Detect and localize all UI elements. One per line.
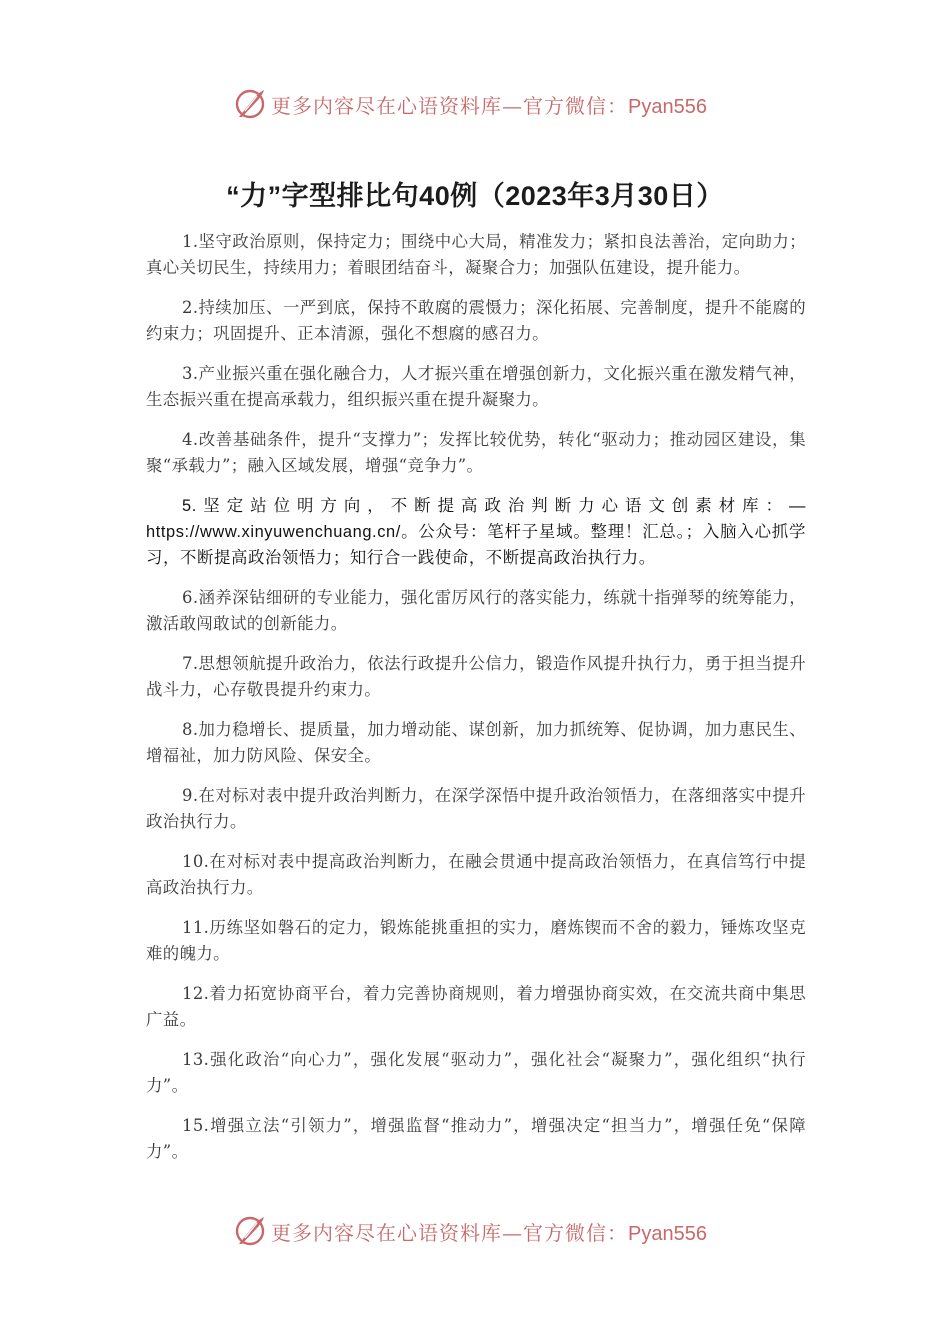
list-item: 13.强化政治“向心力”，强化发展“驱动力”，强化社会“凝聚力”，强化组织“执行力”。: [146, 1050, 806, 1095]
list-item: 4.改善基础条件，提升“支撑力”；发挥比较优势，转化“驱动力；推动园区建设，集聚“承载力”；融入区域发展，增强“竞争力”。: [146, 430, 806, 475]
list-item: 7.思想领航提升政治力，依法行政提升公信力，锻造作风提升执行力，勇于担当提升战斗力，心存敬畏提升约束力。: [146, 654, 806, 699]
list-item: 8.加力稳增长、提质量，加力增动能、谋创新，加力抓统筹、促协调，加力惠民生、增福祉，加力防风险、保安全。: [146, 720, 806, 765]
list-item: 2.持续加压、一严到底，保持不敢腐的震慑力；深化拓展、完善制度，提升不能腐的约束力；巩固提升、正本清源，强化不想腐的感召力。: [146, 298, 806, 343]
list-item: 10.在对标对表中提高政治判断力，在融会贯通中提高政治领悟力，在真信笃行中提高政治执行力。: [146, 852, 806, 897]
list-item: 12.着力拓宽协商平台，着力完善协商规则，着力增强协商实效，在交流共商中集思广益。: [146, 984, 806, 1029]
page-title: “力”字型排比句40例（2023年3月30日）: [226, 181, 724, 211]
list-item: 5.坚定站位明方向，不断提高政治判断力心语文创素材库：—https://www.xinyuwenchuang.cn/。公众号：笔杆子星域。整理！汇总。；入脑入心抓学习，不断提高政治领悟力；知行合一践使命，不断提高政治执行力。: [146, 497, 806, 567]
footer-banner: [0, 1211, 950, 1251]
list-item: 9.在对标对表中提升政治判断力，在深学深悟中提升政治领悟力，在落细落实中提升政治执行力。: [146, 786, 806, 831]
footer-banner-text: 更多内容尽在心语资料库—官方微信：Pyan556: [271, 1220, 707, 1245]
list-item: 15.增强立法“引领力”，增强监督“推动力”，增强决定“担当力”，增强任免“保障力”。: [146, 1116, 806, 1161]
article-body: [146, 229, 806, 1179]
list-item: 11.历练坚如磐石的定力，锻炼能挑重担的实力，磨炼锲而不舍的毅力，锤炼攻坚克难的魄力。: [146, 918, 806, 963]
quill-logo-icon: [233, 1214, 267, 1248]
list-item: 1.坚守政治原则，保持定力；围绕中心大局，精准发力；紧扣良法善治，定向助力；真心关切民生，持续用力；着眼团结奋斗，凝聚合力；加强队伍建设，提升能力。: [146, 232, 806, 277]
list-item: 6.涵养深钻细研的专业能力，强化雷厉风行的落实能力，练就十指弹琴的统筹能力，激活敢闯敢试的创新能力。: [146, 588, 806, 633]
quill-logo-icon: [233, 87, 267, 121]
header-banner-text: 更多内容尽在心语资料库—官方微信：Pyan556: [271, 93, 707, 118]
header-banner: [0, 84, 950, 124]
list-item: 3.产业振兴重在强化融合力，人才振兴重在增强创新力，文化振兴重在激发精气神，生态振兴重在提高承载力，组织振兴重在提升凝聚力。: [146, 364, 806, 409]
